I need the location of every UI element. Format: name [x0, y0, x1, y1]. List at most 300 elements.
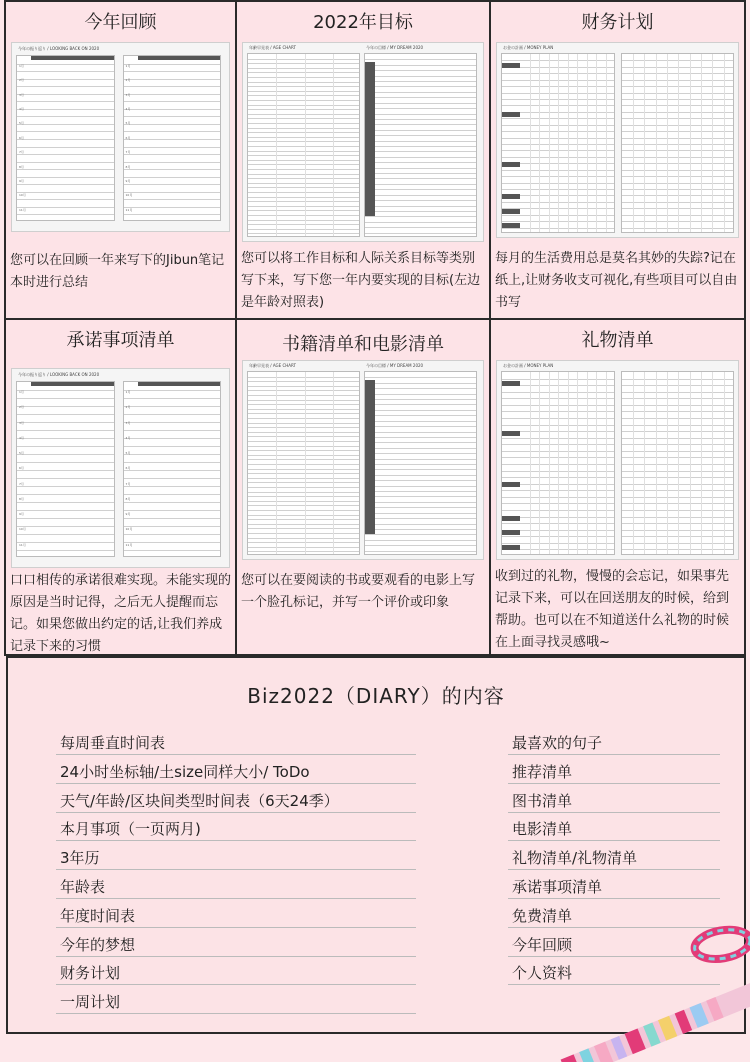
grid-row-line	[124, 131, 221, 132]
grid-row-line	[622, 176, 734, 177]
grid-row-line	[124, 526, 221, 527]
section-bar	[502, 516, 520, 521]
month-label: 2月	[19, 405, 24, 410]
grid-row-line	[622, 228, 734, 229]
grid-row-line	[124, 71, 221, 72]
grid-col-line	[644, 372, 645, 554]
grid-row-line	[622, 418, 734, 419]
item-underline	[56, 840, 416, 841]
grid-row-line	[248, 197, 359, 198]
planner-page	[16, 55, 115, 221]
month-label: 4月	[125, 107, 131, 112]
grid-col-line	[568, 372, 569, 554]
item-underline	[508, 840, 720, 841]
section-bar	[502, 381, 520, 386]
grid-col-line	[333, 54, 334, 236]
grid-row-line	[124, 494, 221, 495]
grid-row-line	[365, 200, 476, 201]
planner-page	[501, 371, 615, 555]
grid-row-line	[622, 471, 734, 472]
grid-col-line	[596, 54, 597, 232]
grid-row-line	[365, 453, 476, 454]
grid-row-line	[365, 97, 476, 98]
grid-row-line	[248, 160, 359, 161]
grid-row-line	[622, 221, 734, 222]
month-label: 9月	[125, 512, 131, 517]
grid-row-line	[124, 510, 221, 511]
grid-row-line	[622, 385, 734, 386]
section-bar	[502, 194, 520, 199]
grid-row-line	[248, 105, 359, 106]
grid-row-line	[248, 538, 359, 539]
grid-row-line	[248, 423, 359, 424]
promise-list-thumbnail	[11, 368, 230, 568]
grid-row-line	[365, 534, 476, 535]
grid-row-line	[622, 451, 734, 452]
grid-row-line	[622, 497, 734, 498]
grid-row-line	[124, 422, 221, 423]
panel-goals-2022	[235, 0, 491, 320]
grid-row-line	[365, 59, 476, 60]
grid-row-line	[622, 457, 734, 458]
grid-col-line	[678, 54, 679, 232]
grid-row-line	[17, 430, 114, 431]
grid-row-line	[622, 144, 734, 145]
grid-row-line	[365, 216, 476, 217]
thumb-header: お金の計画 / MONEY PLAN	[503, 45, 554, 50]
grid-row-line	[124, 147, 221, 148]
grid-row-line	[248, 496, 359, 497]
thumb-header: お金の計画 / MONEY PLAN	[503, 363, 554, 368]
grid-row-line	[17, 101, 114, 102]
contents-item: 图书清单	[512, 791, 573, 810]
grid-row-line	[248, 464, 359, 465]
grid-col-line	[724, 54, 725, 232]
grid-row-line	[17, 139, 114, 140]
item-underline	[56, 956, 416, 957]
grid-row-line	[248, 455, 359, 456]
contents-item: 礼物清单/礼物清单	[512, 849, 638, 868]
grid-row-line	[622, 183, 734, 184]
grid-row-line	[17, 542, 114, 543]
grid-row-line	[248, 192, 359, 193]
contents-item: 一周计划	[60, 993, 121, 1012]
grid-row-line	[622, 490, 734, 491]
panel-money-plan	[489, 0, 746, 320]
grid-row-line	[248, 432, 359, 433]
grid-row-line	[365, 394, 476, 395]
item-underline	[508, 898, 720, 899]
grid-row-line	[365, 426, 476, 427]
grid-row-line	[365, 151, 476, 152]
month-label: 3月	[125, 92, 131, 97]
grid-row-line	[622, 112, 734, 113]
grid-row-line	[365, 184, 476, 185]
grid-row-line	[248, 551, 359, 552]
grid-row-line	[124, 390, 221, 391]
grid-row-line	[622, 530, 734, 531]
month-label: 1月	[19, 64, 24, 68]
grid-row-line	[248, 132, 359, 133]
grid-row-line	[622, 195, 734, 196]
grid-row-line	[622, 60, 734, 61]
grid-row-line	[622, 215, 734, 216]
grid-row-line	[248, 510, 359, 511]
grid-col-line	[276, 372, 277, 554]
panel-description: 每月的生活费用总是莫名其妙的失踪?记在纸上,让财务收支可视化,有些项目可以自由书写	[495, 251, 738, 310]
month-label: 11月	[125, 207, 133, 212]
grid-row-line	[248, 224, 359, 225]
grid-row-line	[17, 192, 114, 193]
grid-row-line	[124, 518, 221, 519]
grid-row-line	[365, 448, 476, 449]
grid-row-line	[365, 162, 476, 163]
month-label: 4月	[19, 107, 24, 112]
grid-row-line	[365, 442, 476, 443]
grid-row-line	[248, 123, 359, 124]
grid-col-line	[587, 54, 588, 232]
grid-row-line	[124, 398, 221, 399]
contents-item: 24小时坐标轴/土size同样大小/ ToDo	[60, 762, 310, 781]
item-underline	[508, 754, 720, 755]
grid-row-line	[248, 515, 359, 516]
grid-row-line	[17, 414, 114, 415]
item-underline	[508, 869, 720, 870]
thumb-header: 今年の振り返り / LOOKING BACK ON 2020	[18, 372, 100, 377]
grid-row-line	[124, 184, 221, 185]
month-label: 11月	[125, 542, 133, 547]
grid-row-line	[17, 446, 114, 447]
grid-row-line	[622, 438, 734, 439]
grid-row-line	[17, 131, 114, 132]
grid-row-line	[248, 141, 359, 142]
grid-row-line	[17, 78, 114, 83]
grid-row-line	[248, 72, 359, 73]
grid-row-line	[124, 462, 221, 463]
grid-row-line	[17, 124, 114, 125]
contents-item: 天气/年龄/区块间类型时间表（6天24季）	[60, 791, 339, 810]
grid-row-line	[365, 173, 476, 174]
grid-row-line	[248, 183, 359, 184]
grid-row-line	[622, 464, 734, 465]
thumb-header: 今年の目標 / MY DREAM 2020	[366, 363, 424, 368]
grid-row-line	[622, 99, 734, 100]
month-label: 8月	[19, 164, 24, 169]
grid-row-line	[248, 187, 359, 188]
grid-row-line	[622, 163, 734, 164]
grid-row-line	[17, 147, 114, 148]
grid-row-line	[17, 550, 114, 551]
grid-col-line	[712, 54, 713, 232]
month-label: 3月	[19, 420, 24, 425]
category-bar	[365, 62, 375, 216]
grid-row-line	[365, 146, 476, 147]
grid-row-line	[17, 510, 114, 511]
grid-col-line	[530, 54, 531, 232]
grid-row-line	[248, 524, 359, 525]
grid-row-line	[17, 398, 114, 399]
grid-row-line	[124, 542, 221, 543]
grid-row-line	[248, 109, 359, 110]
grid-row-line	[365, 76, 476, 77]
grid-row-line	[365, 524, 476, 525]
grid-row-line	[622, 189, 734, 190]
month-label: 7月	[125, 481, 131, 486]
grid-row-line	[124, 199, 221, 200]
grid-row-line	[622, 150, 734, 151]
grid-col-line	[678, 372, 679, 554]
grid-row-line	[124, 86, 221, 87]
contents-item: 推荐清单	[512, 762, 573, 781]
grid-row-line	[622, 73, 734, 74]
grid-row-line	[622, 431, 734, 432]
grid-row-line	[17, 177, 114, 178]
grid-row-line	[622, 536, 734, 537]
grid-row-line	[17, 454, 114, 455]
grid-row-line	[622, 131, 734, 132]
grid-row-line	[248, 528, 359, 529]
grid-row-line	[365, 119, 476, 120]
grid-row-line	[248, 418, 359, 419]
grid-row-line	[365, 491, 476, 492]
contents-item: 年度时间表	[60, 906, 136, 925]
grid-row-line	[124, 214, 221, 215]
panel-promise-list	[4, 318, 237, 656]
grid-row-line	[365, 496, 476, 497]
grid-col-line	[549, 54, 550, 232]
grid-row-line	[248, 68, 359, 69]
item-underline	[508, 812, 720, 813]
item-underline	[56, 984, 416, 985]
panel-books-movies	[235, 318, 491, 656]
grid-col-line	[530, 372, 531, 554]
month-label: 2月	[125, 78, 131, 83]
grid-row-line	[17, 109, 114, 110]
month-label: 8月	[19, 496, 24, 501]
grid-row-line	[17, 94, 114, 95]
grid-row-line	[17, 478, 114, 479]
grid-row-line	[365, 529, 476, 530]
grid-row-line	[622, 379, 734, 380]
planner-page	[621, 371, 735, 555]
grid-col-line	[558, 54, 559, 232]
grid-row-line	[17, 405, 114, 410]
grid-row-line	[248, 400, 359, 401]
grid-row-line	[248, 395, 359, 396]
header-bar	[138, 56, 221, 60]
grid-row-line	[365, 399, 476, 400]
grid-row-line	[248, 381, 359, 382]
month-label: 6月	[125, 466, 131, 471]
grid-row-line	[365, 475, 476, 476]
grid-row-line	[17, 71, 114, 72]
grid-row-line	[248, 206, 359, 207]
month-label: 2月	[19, 78, 24, 83]
grid-row-line	[124, 470, 221, 471]
month-label: 5月	[125, 121, 131, 126]
grid-row-line	[365, 130, 476, 131]
grid-row-line	[365, 141, 476, 142]
grid-row-line	[622, 477, 734, 478]
month-label: 6月	[19, 135, 24, 140]
contents-item: 3年历	[60, 849, 100, 868]
grid-row-line	[248, 95, 359, 96]
grid-row-line	[622, 202, 734, 203]
contents-item: 本月事项（一页两月)	[60, 820, 201, 839]
grid-col-line	[577, 372, 578, 554]
grid-col-line	[539, 372, 540, 554]
grid-row-line	[248, 201, 359, 202]
grid-row-line	[622, 118, 734, 119]
grid-row-line	[17, 162, 114, 163]
panel-description: 您可以在要阅读的书或要观看的电影上写一个脸孔标记，并写一个评价或印象	[241, 573, 476, 610]
month-label: 5月	[125, 451, 131, 456]
grid-row-line	[248, 164, 359, 165]
grid-row-line	[622, 549, 734, 550]
grid-row-line	[622, 138, 734, 139]
item-underline	[56, 812, 416, 813]
grid-row-line	[365, 464, 476, 465]
grid-row-line	[124, 534, 221, 535]
grid-row-line	[17, 422, 114, 423]
grid-col-line	[644, 54, 645, 232]
grid-row-line	[622, 543, 734, 544]
grid-row-line	[365, 518, 476, 519]
grid-row-line	[622, 523, 734, 524]
grid-row-line	[124, 478, 221, 479]
grid-row-line	[365, 469, 476, 470]
grid-col-line	[656, 54, 657, 232]
grid-row-line	[17, 462, 114, 463]
contents-item: 每周垂直时间表	[60, 734, 166, 752]
item-underline	[508, 783, 720, 784]
grid-col-line	[633, 372, 634, 554]
contents-item: 财务计划	[60, 964, 121, 983]
grid-row-line	[622, 80, 734, 81]
grid-row-line	[365, 178, 476, 179]
grid-row-line	[248, 210, 359, 211]
grid-row-line	[248, 377, 359, 378]
contents-item: 电影清单	[512, 820, 573, 839]
grid-row-line	[17, 214, 114, 215]
grid-row-line	[248, 519, 359, 520]
section-bar	[502, 223, 520, 228]
item-underline	[56, 783, 416, 784]
grid-row-line	[622, 208, 734, 209]
contents-item: 年龄表	[60, 878, 106, 896]
books-movies-thumbnail	[242, 360, 484, 560]
month-label: 7月	[19, 481, 24, 486]
header-bar	[31, 56, 114, 60]
grid-row-line	[124, 207, 221, 208]
contents-item: 今年的梦想	[60, 935, 136, 954]
section-bar	[502, 112, 520, 117]
grid-col-line	[577, 54, 578, 232]
month-label: 9月	[19, 512, 24, 517]
planner-page	[123, 381, 222, 557]
grid-row-line	[248, 386, 359, 387]
grid-row-line	[17, 64, 114, 65]
grid-col-line	[305, 54, 306, 236]
section-bar	[502, 530, 520, 535]
grid-row-line	[365, 545, 476, 546]
grid-row-line	[124, 64, 221, 65]
thumb-header: 今年の振り返り / LOOKING BACK ON 2020	[18, 46, 100, 51]
month-label: 3月	[125, 420, 131, 425]
grid-row-line	[365, 437, 476, 438]
grid-row-line	[365, 70, 476, 71]
grid-row-line	[124, 124, 221, 125]
grid-row-line	[17, 470, 114, 471]
grid-row-line	[365, 404, 476, 405]
grid-row-line	[365, 502, 476, 503]
section-bar	[502, 482, 520, 487]
grid-col-line	[656, 372, 657, 554]
grid-row-line	[365, 540, 476, 541]
grid-col-line	[606, 54, 607, 232]
grid-row-line	[365, 227, 476, 228]
grid-row-line	[248, 91, 359, 92]
grid-row-line	[17, 494, 114, 495]
washi-tape-decoration	[520, 900, 750, 1062]
grid-row-line	[365, 86, 476, 87]
grid-row-line	[365, 135, 476, 136]
grid-row-line	[248, 215, 359, 216]
item-underline	[56, 1013, 416, 1014]
grid-row-line	[124, 446, 221, 447]
grid-row-line	[124, 154, 221, 155]
grid-row-line	[622, 67, 734, 68]
grid-col-line	[606, 372, 607, 554]
grid-row-line	[248, 151, 359, 152]
grid-col-line	[549, 372, 550, 554]
month-label: 5月	[19, 451, 24, 456]
grid-row-line	[248, 229, 359, 230]
grid-row-line	[248, 155, 359, 156]
panel-title: 2022年目标	[313, 12, 413, 33]
grid-col-line	[305, 372, 306, 554]
planner-page	[16, 381, 115, 557]
grid-row-line	[365, 206, 476, 207]
grid-row-line	[365, 410, 476, 411]
grid-col-line	[587, 372, 588, 554]
header-bar	[138, 382, 221, 386]
grid-row-line	[365, 189, 476, 190]
grid-row-line	[248, 174, 359, 175]
grid-row-line	[365, 114, 476, 115]
grid-row-line	[17, 390, 114, 391]
grid-row-line	[248, 82, 359, 83]
month-label: 4月	[19, 435, 24, 440]
grid-row-line	[248, 77, 359, 78]
grid-col-line	[724, 372, 725, 554]
grid-col-line	[690, 372, 691, 554]
thumb-header: 今年の目標 / MY DREAM 2020	[366, 45, 424, 50]
grid-row-line	[124, 550, 221, 551]
grid-row-line	[17, 486, 114, 487]
grid-row-line	[622, 157, 734, 158]
grid-row-line	[248, 436, 359, 437]
grid-row-line	[17, 534, 114, 535]
grid-row-line	[622, 105, 734, 106]
planner-page	[364, 371, 477, 555]
looking-back-thumbnail	[11, 42, 230, 232]
grid-row-line	[365, 383, 476, 384]
grid-row-line	[124, 502, 221, 503]
grid-col-line	[333, 372, 334, 554]
section-bar	[502, 162, 520, 167]
thumb-header: 年齢早見表 / AGE CHART	[249, 45, 296, 50]
